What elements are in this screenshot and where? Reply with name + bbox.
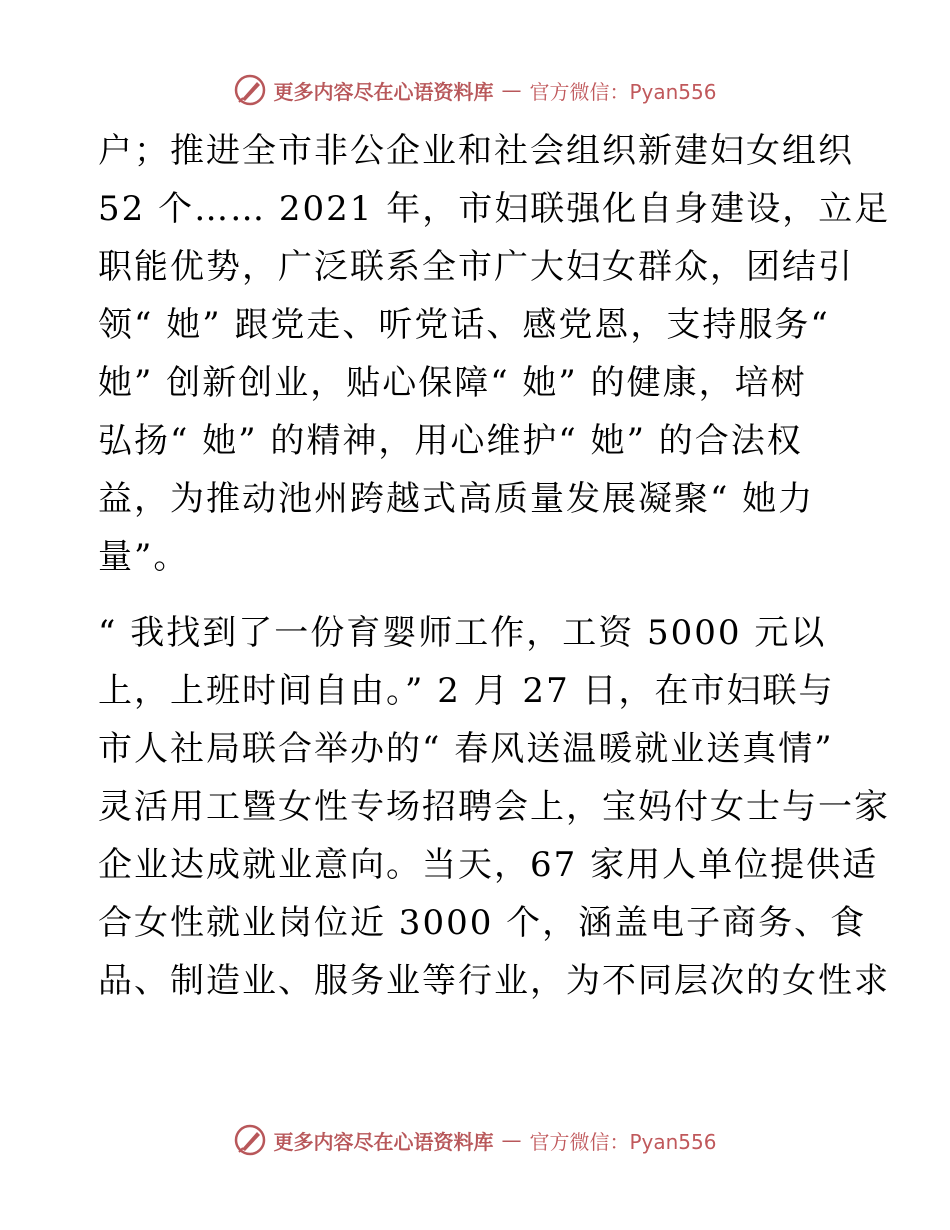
banner-contact: 官方微信：Pyan556 [529, 1129, 717, 1154]
text-line: 她” 创新创业，贴心保障“ 她” 的健康，培树 [98, 363, 807, 403]
text-line: 益，为推动池州跨越式高质量发展凝聚“ 她力 [98, 479, 815, 519]
text-line: 户；推进全市非公企业和社会组织新建妇女组织 [98, 131, 854, 171]
text-line: 企业达成就业意向。当天，67 家用人单位提供适 [98, 845, 879, 885]
text-line: 市人社局联合举办的“ 春风送温暖就业送真情” [98, 729, 834, 769]
text-line: 合女性就业岗位近 3000 个，涵盖电子商务、食 [98, 903, 867, 943]
text-line: 领“ 她” 跟党走、听党话、感党恩，支持服务“ [98, 305, 830, 345]
banner-separator: — [501, 1128, 522, 1152]
quill-pen-icon [233, 1123, 267, 1157]
banner-title: 更多内容尽在心语资料库 [273, 1129, 494, 1154]
text-line: 弘扬“ 她” 的精神，用心维护“ 她” 的合法权 [98, 421, 803, 461]
paragraph-spacer [98, 586, 858, 604]
banner-group [233, 1123, 716, 1157]
banner-title: 更多内容尽在心语资料库 [273, 79, 494, 104]
text-line: 职能优势，广泛联系全市广大妇女群众，团结引 [98, 247, 854, 287]
footer-banner [0, 1120, 950, 1160]
text-line: 上，上班时间自由。” 2 月 27 日，在市妇联与 [98, 671, 835, 711]
document-body [98, 122, 891, 1010]
banner-separator: — [501, 78, 522, 102]
header-banner [0, 70, 950, 110]
text-line: 52 个…… 2021 年，市妇联强化自身建设，立足 [98, 189, 891, 229]
text-line: 量”。 [98, 537, 190, 577]
banner-contact: 官方微信：Pyan556 [529, 79, 717, 104]
paragraph-1 [98, 122, 891, 586]
text-line: “ 我找到了一份育婴师工作，工资 5000 元以 [98, 613, 827, 653]
paragraph-2 [98, 604, 890, 1010]
banner-group [233, 73, 716, 107]
quill-pen-icon [233, 73, 267, 107]
text-line: 品、制造业、服务业等行业，为不同层次的女性求 [98, 961, 890, 1001]
text-line: 灵活用工暨女性专场招聘会上，宝妈付女士与一家 [98, 787, 890, 827]
